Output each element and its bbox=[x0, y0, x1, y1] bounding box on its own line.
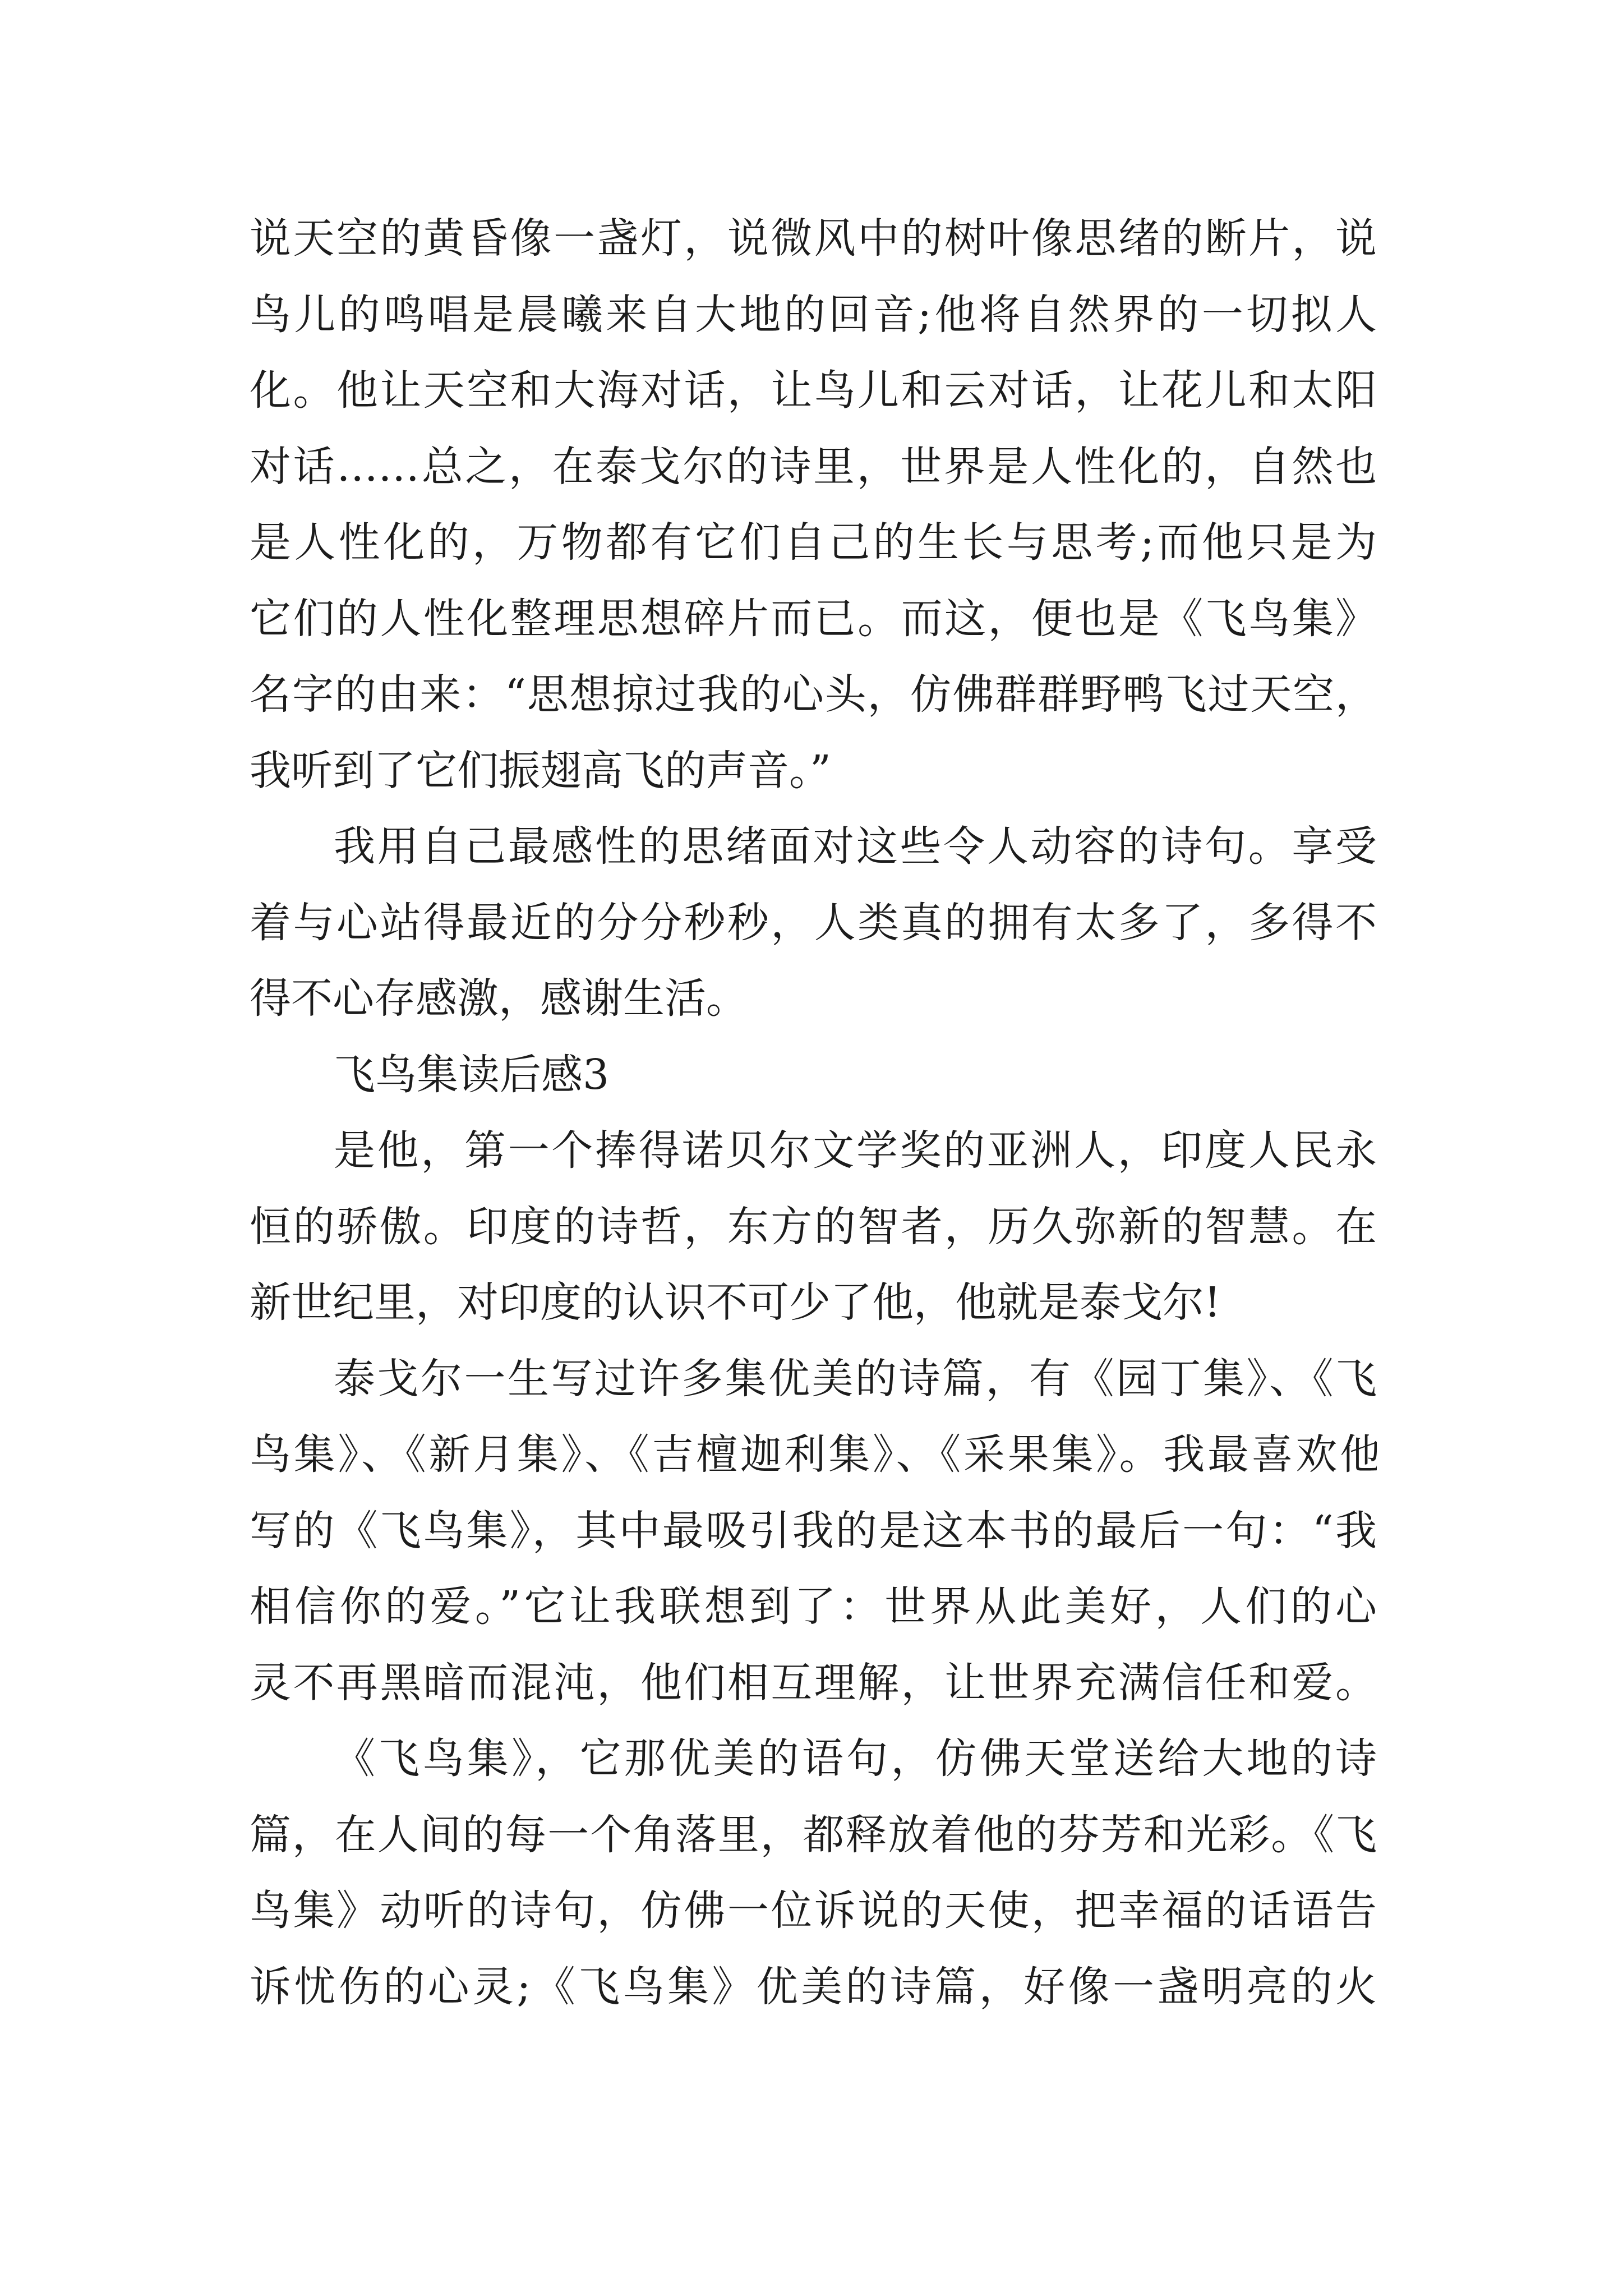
document-page bbox=[250, 201, 1377, 2025]
paragraph-line: 《飞鸟集》，它那优美的语句，仿佛天堂送给大地的诗 bbox=[334, 1734, 1377, 1783]
paragraph-line: 名字的由来：“思想掠过我的心头，仿佛群群野鸭飞过天空， bbox=[250, 670, 1377, 719]
paragraph-line: 它们的人性化整理思想碎片而已。而这，便也是《飞鸟集》 bbox=[250, 594, 1377, 643]
paragraph-line: 恒的骄傲。印度的诗哲，东方的智者，历久弥新的智慧。在 bbox=[250, 1202, 1377, 1251]
paragraph-line: 化。他让天空和大海对话，让鸟儿和云对话，让花儿和太阳 bbox=[250, 366, 1377, 415]
paragraph-line: 对话……总之，在泰戈尔的诗里，世界是人性化的，自然也 bbox=[250, 442, 1377, 491]
paragraph-line: 我听到了它们振翅高飞的声音。” bbox=[250, 746, 831, 795]
paragraph-line: 鸟集》动听的诗句，仿佛一位诉说的天使，把幸福的话语告 bbox=[250, 1887, 1377, 1935]
paragraph-line: 我用自己最感性的思绪面对这些令人动容的诗句。享受 bbox=[334, 822, 1377, 871]
paragraph-line: 鸟儿的鸣唱是晨曦来自大地的回音;他将自然界的一切拟人 bbox=[250, 290, 1377, 339]
paragraph-line: 鸟集》、《新月集》、《吉檀迦利集》、《采果集》。我最喜欢他 bbox=[250, 1430, 1377, 1479]
paragraph-line: 相信你的爱。”它让我联想到了：世界从此美好，人们的心 bbox=[250, 1582, 1377, 1631]
paragraph-line: 新世纪里，对印度的认识不可少了他，他就是泰戈尔! bbox=[250, 1278, 1221, 1327]
paragraph-line: 说天空的黄昏像一盏灯，说微风中的树叶像思绪的断片，说 bbox=[250, 214, 1377, 263]
paragraph-line: 写的《飞鸟集》，其中最吸引我的是这本书的最后一句：“我 bbox=[250, 1506, 1377, 1555]
paragraph bbox=[250, 809, 1377, 1037]
paragraph bbox=[250, 1113, 1377, 1341]
paragraph bbox=[250, 1341, 1377, 1722]
paragraph-line: 得不心存感激，感谢生活。 bbox=[250, 974, 748, 1023]
paragraph-line: 诉忧伤的心灵;《飞鸟集》优美的诗篇，好像一盏明亮的火 bbox=[250, 1962, 1377, 2011]
paragraph-line: 着与心站得最近的分分秒秒，人类真的拥有太多了，多得不 bbox=[250, 898, 1377, 947]
paragraph-line: 篇，在人间的每一个角落里，都释放着他的芬芳和光彩。《飞 bbox=[250, 1810, 1377, 1859]
paragraph-line: 是人性化的，万物都有它们自己的生长与思考;而他只是为 bbox=[250, 518, 1377, 567]
paragraph bbox=[250, 201, 1377, 809]
paragraph-line: 是他，第一个捧得诺贝尔文学奖的亚洲人，印度人民永 bbox=[334, 1126, 1377, 1175]
paragraph-line: 灵不再黑暗而混沌，他们相互理解，让世界充满信任和爱。 bbox=[250, 1658, 1377, 1707]
section-heading: 飞鸟集读后感3 bbox=[334, 1050, 610, 1099]
paragraph bbox=[250, 1721, 1377, 2025]
paragraph-line: 泰戈尔一生写过许多集优美的诗篇，有《园丁集》、《飞 bbox=[334, 1354, 1377, 1403]
